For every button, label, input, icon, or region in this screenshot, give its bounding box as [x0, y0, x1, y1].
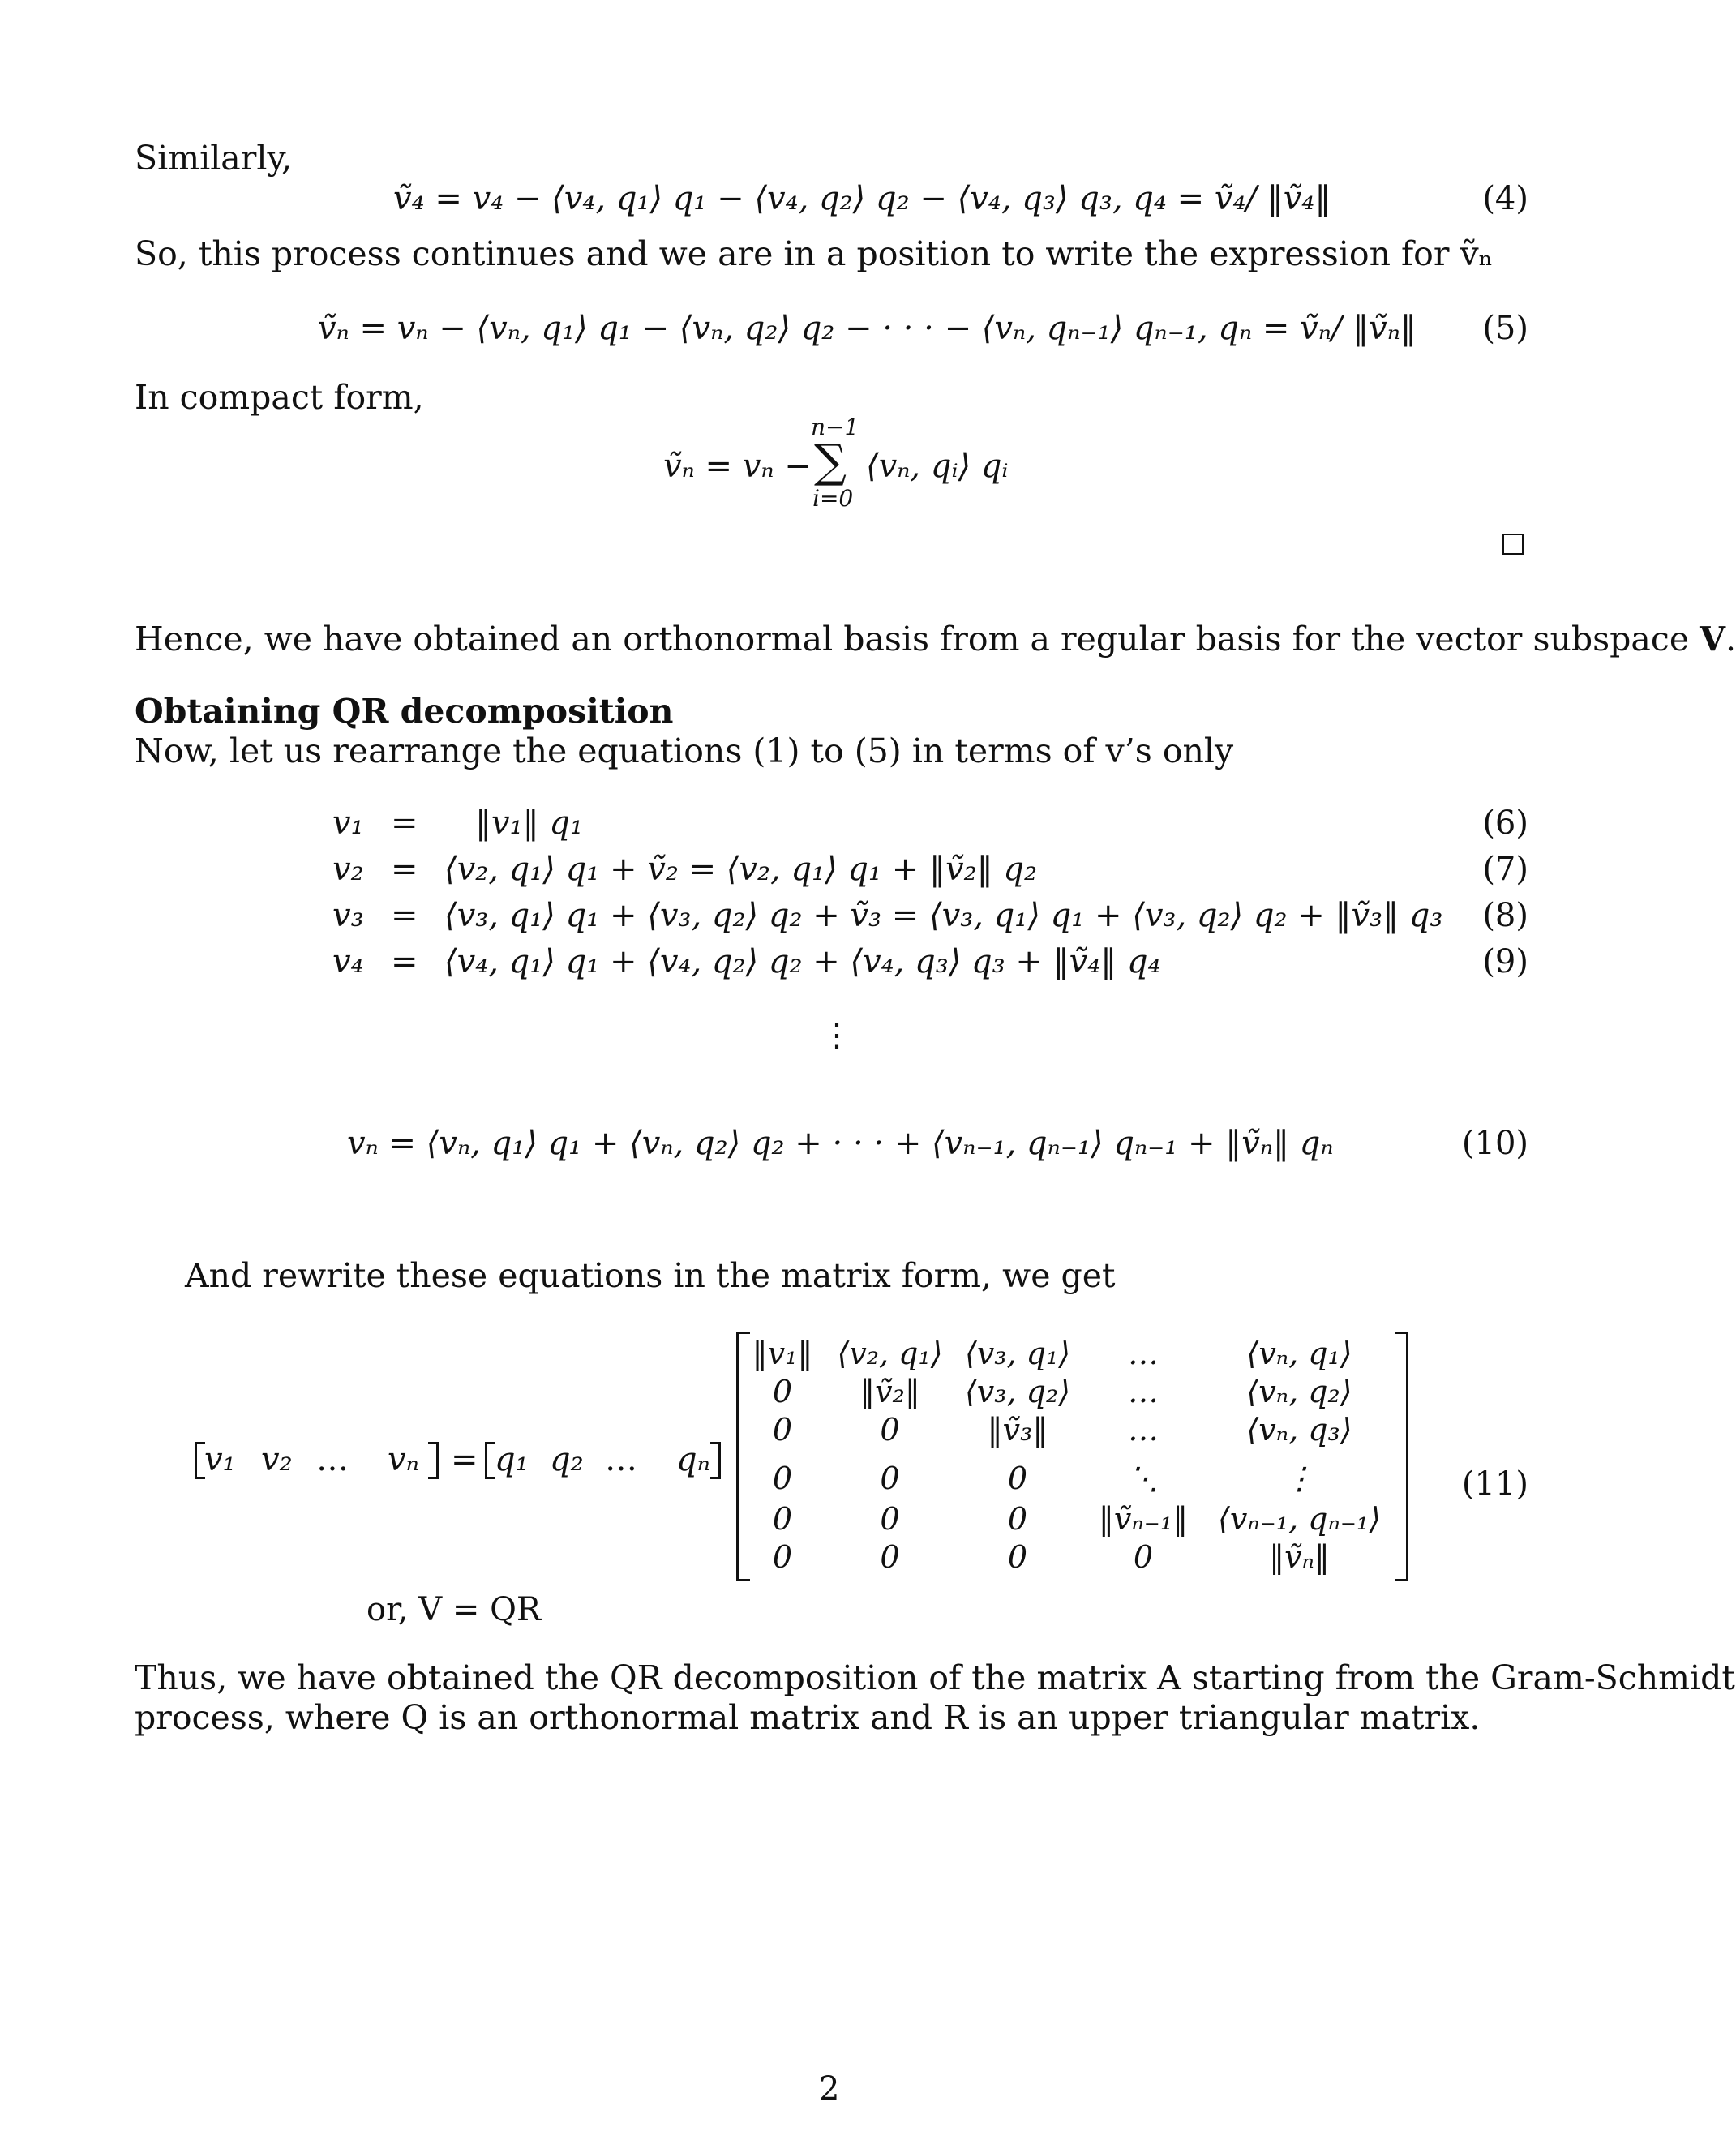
r-cell-0-1: ⟨v₂, q₁⟩	[837, 1336, 943, 1371]
system-rel-4: =	[391, 943, 418, 980]
sum-lower-limit: i=0	[812, 485, 854, 512]
v-row-n: vₙ	[388, 1441, 419, 1478]
system-lhs-4: v₄	[332, 943, 364, 980]
q-row-1: q₁	[495, 1441, 529, 1478]
equation-5: ṽₙ = vₙ − ⟨vₙ, q₁⟩ q₁ − ⟨vₙ, q₂⟩ q₂ − · · · − ⟨vₙ, qₙ₋₁⟩ qₙ₋₁, qₙ = ṽₙ/ ‖ṽₙ‖	[318, 310, 1417, 347]
r-cell-3-1: 0	[880, 1461, 900, 1496]
r-cell-5-0: 0	[772, 1539, 793, 1575]
r-cell-1-3: …	[1128, 1374, 1159, 1409]
r-cell-1-4: ⟨vₙ, q₂⟩	[1246, 1374, 1352, 1409]
vertical-ellipsis: ⋮	[821, 1017, 853, 1054]
equation-number-7: (7)	[1482, 851, 1528, 888]
r-cell-0-4: ⟨vₙ, q₁⟩	[1246, 1336, 1352, 1371]
v-row-2: v₂	[261, 1441, 293, 1478]
v-row-right-bracket	[428, 1442, 439, 1479]
equation-number-9: (9)	[1482, 943, 1528, 980]
thus-line-1: Thus, we have obtained the QR decomposition of the matrix A starting from the Gram-Schmidt	[135, 1658, 1735, 1697]
equation-10: vₙ = ⟨vₙ, q₁⟩ q₁ + ⟨vₙ, q₂⟩ q₂ + · · · + ⟨vₙ₋₁, qₙ₋₁⟩ qₙ₋₁ + ‖ṽₙ‖ qₙ	[347, 1125, 1334, 1162]
equation-number-8: (8)	[1482, 897, 1528, 934]
v-row-1: v₁	[204, 1441, 236, 1478]
system-rel-3: =	[391, 897, 418, 934]
q-row-n: qₙ	[676, 1441, 710, 1478]
r-cell-2-0: 0	[772, 1412, 793, 1448]
compact-form-text: In compact form,	[135, 378, 424, 417]
sum-upper-limit: n−1	[811, 414, 859, 440]
r-cell-1-1: ‖ṽ₂‖	[859, 1374, 920, 1409]
hence-text-end: .	[1725, 620, 1736, 658]
sum-sign: ∑	[814, 435, 847, 488]
r-cell-3-0: 0	[772, 1461, 793, 1496]
system-rhs-2: ⟨v₂, q₁⟩ q₁ + ṽ₂ = ⟨v₂, q₁⟩ q₁ + ‖ṽ₂‖ q₂	[444, 851, 1037, 888]
r-cell-5-3: 0	[1133, 1539, 1154, 1575]
r-cell-1-2: ⟨v₃, q₂⟩	[964, 1374, 1071, 1409]
r-cell-5-4: ‖ṽₙ‖	[1269, 1539, 1330, 1575]
r-cell-4-1: 0	[880, 1501, 900, 1537]
system-lhs-1: v₁	[332, 804, 364, 842]
equation-number-4: (4)	[1482, 180, 1528, 217]
section-heading: Obtaining QR decomposition	[135, 692, 674, 731]
r-cell-0-0: ‖v₁‖	[752, 1336, 813, 1371]
page-number: 2	[819, 2070, 840, 2108]
r-cell-3-3: ⋱	[1128, 1461, 1159, 1496]
q-row-2: q₂	[550, 1441, 584, 1478]
hence-text-main: Hence, we have obtained an orthonormal basis from a regular basis for the vector subspace	[135, 620, 1700, 658]
r-cell-5-2: 0	[1007, 1539, 1028, 1575]
system-lhs-3: v₃	[332, 897, 364, 934]
r-cell-2-3: …	[1128, 1412, 1159, 1448]
r-cell-4-3: ‖ṽₙ₋₁‖	[1098, 1501, 1189, 1537]
hence-text-bold-v: V	[1700, 620, 1725, 658]
compact-term: ⟨vₙ, qᵢ⟩ qᵢ	[866, 448, 1009, 485]
or-v-equals-qr: or, V = QR	[366, 1591, 541, 1628]
q-row-ellipsis: …	[605, 1441, 637, 1478]
equation-4: ṽ₄ = v₄ − ⟨v₄, q₁⟩ q₁ − ⟨v₄, q₂⟩ q₂ − ⟨v₄, q₃⟩ q₃, q₄ = ṽ₄/ ‖ṽ₄‖	[393, 180, 1331, 217]
r-cell-0-2: ⟨v₃, q₁⟩	[964, 1336, 1071, 1371]
equation-number-11: (11)	[1461, 1465, 1528, 1503]
equation-number-6: (6)	[1482, 804, 1528, 842]
qed-box-icon	[1502, 534, 1524, 555]
compact-lhs: ṽₙ = vₙ −	[663, 448, 812, 485]
q-row-right-bracket	[710, 1442, 721, 1479]
equation-number-5: (5)	[1482, 310, 1528, 347]
r-cell-2-1: 0	[880, 1412, 900, 1448]
system-lhs-2: v₂	[332, 851, 364, 888]
r-matrix-right-bracket	[1395, 1332, 1408, 1581]
continues-text: So, this process continues and we are in a position to write the expression for ṽₙ	[135, 234, 1494, 273]
r-cell-4-4: ⟨vₙ₋₁, qₙ₋₁⟩	[1218, 1501, 1381, 1537]
system-rel-2: =	[391, 851, 418, 888]
system-rhs-3: ⟨v₃, q₁⟩ q₁ + ⟨v₃, q₂⟩ q₂ + ṽ₃ = ⟨v₃, q₁⟩ q₁ + ⟨v₃, q₂⟩ q₂ + ‖ṽ₃‖ q₃	[444, 897, 1443, 934]
section-intro: Now, let us rearrange the equations (1) to (5) in terms of v’s only	[135, 731, 1234, 770]
system-rhs-1: ‖v₁‖ q₁	[475, 804, 583, 842]
r-cell-5-1: 0	[880, 1539, 900, 1575]
v-row-ellipsis: …	[316, 1441, 349, 1478]
r-cell-4-0: 0	[772, 1501, 793, 1537]
rewrite-text: And rewrite these equations in the matrix form, we get	[185, 1256, 1116, 1295]
r-cell-1-0: 0	[772, 1374, 793, 1409]
r-cell-2-4: ⟨vₙ, q₃⟩	[1246, 1412, 1352, 1448]
equation-number-10: (10)	[1461, 1125, 1528, 1162]
hence-text	[135, 619, 1736, 659]
thus-line-2: process, where Q is an orthonormal matrix and R is an upper triangular matrix.	[135, 1698, 1481, 1737]
equals-sign: =	[451, 1441, 478, 1478]
similarly-text: Similarly,	[135, 139, 293, 178]
r-cell-2-2: ‖ṽ₃‖	[987, 1412, 1048, 1448]
system-rel-1: =	[391, 804, 418, 842]
r-cell-3-2: 0	[1007, 1461, 1028, 1496]
r-cell-3-4: ⋮	[1284, 1461, 1315, 1496]
system-rhs-4: ⟨v₄, q₁⟩ q₁ + ⟨v₄, q₂⟩ q₂ + ⟨v₄, q₃⟩ q₃ + ‖ṽ₄‖ q₄	[444, 943, 1161, 980]
r-cell-0-3: …	[1128, 1336, 1159, 1371]
r-cell-4-2: 0	[1007, 1501, 1028, 1537]
